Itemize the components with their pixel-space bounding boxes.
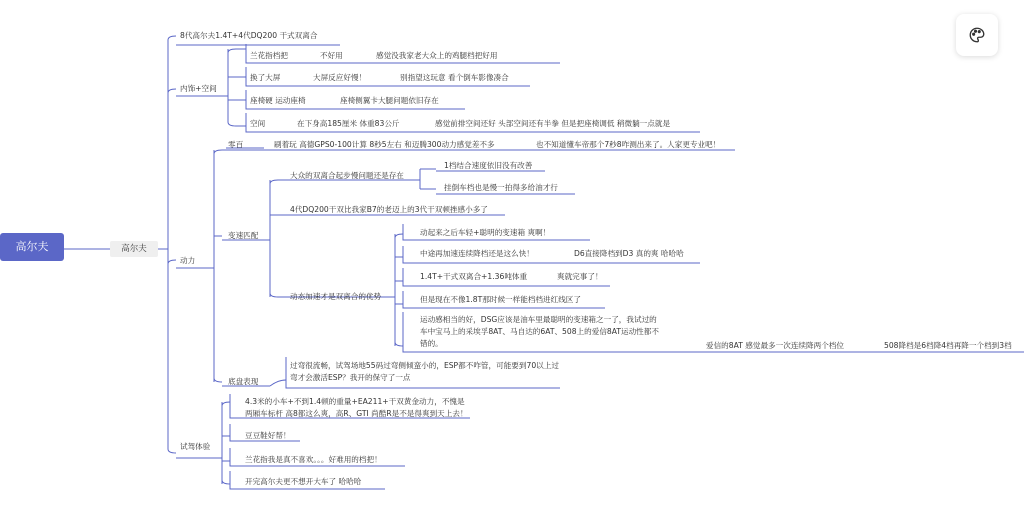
branch-power[interactable]: 动力 xyxy=(180,256,196,265)
interior-space-note[interactable]: 感觉前排空间还好 头部空间还有半拳 但是把座椅调低 稍微躺一点就是 xyxy=(435,119,671,128)
interior-space-body[interactable]: 在下身高185厘米 体重83公斤 xyxy=(297,119,400,128)
interior-shifter-verdict[interactable]: 不好用 xyxy=(320,51,343,60)
interior-seat[interactable]: 座椅硬 运动座椅 xyxy=(250,96,306,105)
gearbox-slow-start[interactable]: 大众的双离合起步慢问题还是存在 xyxy=(290,171,404,180)
palette-button[interactable] xyxy=(956,14,998,56)
power-gearbox[interactable]: 变速匹配 xyxy=(228,231,259,240)
branch-engine[interactable]: 8代高尔夫1.4T+4代DQ200 干式双离合 xyxy=(180,31,318,40)
palette-icon xyxy=(968,26,986,44)
dynamic-light-car[interactable]: 动起来之后车轻+聪明的变速箱 爽啊！ xyxy=(420,228,551,237)
main-topic-node[interactable]: 高尔夫 xyxy=(110,241,158,257)
root-node[interactable]: 高尔夫 xyxy=(0,233,64,261)
interior-seat-note[interactable]: 座椅侧翼卡大腿问题依旧存在 xyxy=(340,96,439,105)
dynamic-combo-note[interactable]: 爽就完事了！ xyxy=(557,272,603,281)
power-zero-to-hundred-note[interactable]: 也不知道懂车帝那个7秒8咋测出来了。人家更专业吧！ xyxy=(536,140,721,149)
interior-screen-verdict[interactable]: 大屏反应好慢！ xyxy=(313,73,367,82)
gearbox-dq200-compare[interactable]: 4代DQ200干双比我家B7的老迈上的3代干双顿挫感小多了 xyxy=(290,205,488,214)
power-zero-to-hundred[interactable]: 零百 xyxy=(228,140,244,149)
interior-shifter-note[interactable]: 感觉没我家老大众上的鸡腿档把好用 xyxy=(376,51,498,60)
drive-conclusion[interactable]: 开完高尔夫更不想开大车了 哈哈哈 xyxy=(245,477,362,486)
power-zero-to-hundred-test[interactable]: 刷着玩 高德GPS0-100计算 8秒5左右 和迈腾300动力感觉差不多 xyxy=(274,140,495,149)
dynamic-dsg-smart[interactable]: 运动感相当的好，DSG应该是油车里最聪明的变速箱之一了，我试过的车中宝马上的采埃孚8AT、马自达的6AT、508上的爱信8AT运动性都不错的。 xyxy=(420,315,659,348)
gearbox-dynamic-advantage[interactable]: 动态加速才是双离合的优势 xyxy=(290,292,382,301)
gearbox-reverse[interactable]: 挂倒车档也是慢一拍得多给油才行 xyxy=(444,183,558,192)
drive-shifter-dislike[interactable]: 兰花指我是真不喜欢。。。好难用的档把！ xyxy=(245,455,382,464)
drive-shoes[interactable]: 豆豆鞋好帮！ xyxy=(245,431,291,440)
dynamic-downshift[interactable]: 中途再加速连续降档还是这么快！ xyxy=(420,249,534,258)
dynamic-redline[interactable]: 但是现在不像1.8T那时候一样能档档进红线区了 xyxy=(420,295,581,304)
chassis-cornering[interactable]: 过弯很流畅，试驾场地55码过弯侧倾蛮小的，ESP都不咋管，可能要到70以上过弯才会激活ESP？我开的保守了一点 xyxy=(290,361,559,382)
interior-screen[interactable]: 换了大屏 xyxy=(250,73,281,82)
branch-drive-experience[interactable]: 试驾体验 xyxy=(180,442,211,451)
interior-shifter[interactable]: 兰花指档把 xyxy=(250,51,288,60)
dynamic-combo[interactable]: 1.4T+干式双离合+1.36吨体重 xyxy=(420,272,528,281)
branch-interior[interactable]: 内饰+空间 xyxy=(180,84,217,93)
gearbox-first-gear[interactable]: 1档结合速度依旧没有改善 xyxy=(444,161,533,170)
interior-space[interactable]: 空间 xyxy=(250,119,266,128)
power-chassis[interactable]: 底盘表现 xyxy=(228,377,259,386)
drive-summary[interactable]: 4.3米的小车+不到1.4顿的重量+EA211+干双黄金动力，不愧是两厢车标杆 高8都这么爽，高R、GTI 尚酷R是不是得爽到天上去！ xyxy=(245,397,468,418)
peugeot-508-note[interactable]: 508降档是6档降4档再降一个档到3档 xyxy=(884,341,1012,350)
dynamic-downshift-note[interactable]: D6直接降档到D3 真的爽 哈哈哈 xyxy=(574,249,684,258)
aisin-8at-note[interactable]: 爱信的8AT 感觉最多一次连续降两个档位 xyxy=(706,341,844,350)
interior-screen-note[interactable]: 别指望这玩意 看个倒车影像凑合 xyxy=(400,73,509,82)
